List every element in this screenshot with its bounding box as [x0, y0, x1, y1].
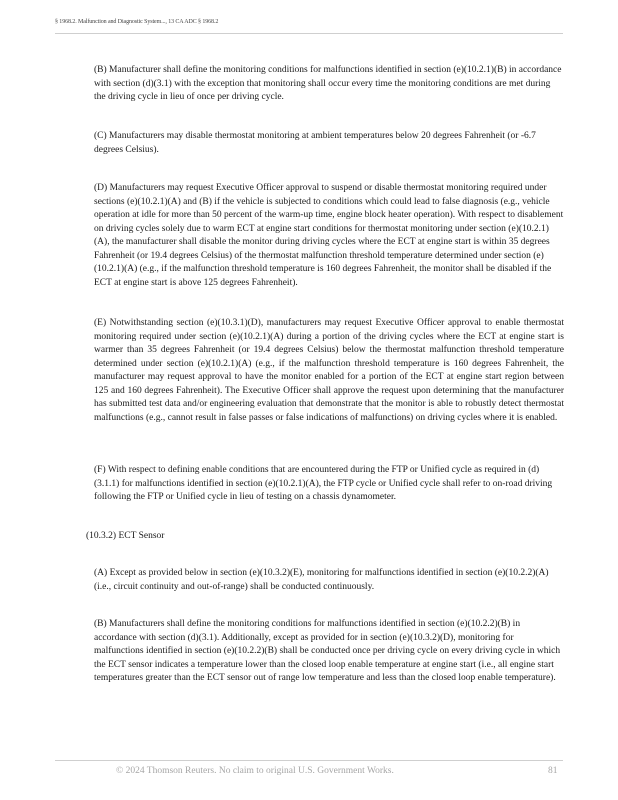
paragraph-b-ect: (B) Manufacturers shall define the monitoring conditions for malfunctions identified in section (e)(10.2.2)(B) in accordance with section (d)(3.1). Additionally, except as provided for in section (e)(10.3.2)(D), monitoring for malfunctions identified in section (e)(10.2.2)(B) shall be conducted once per driving cycle on every driving cycle in which the ECT sensor indicates a temperature lower than the closed loop enable temperature at engine start (i.e., all engine start temperatures greater than the ECT sensor out of range low temperature and less than the closed loop enable temperature).	[94, 619, 561, 683]
paragraph-f-thermostat: (F) With respect to defining enable conditions that are encountered during the FTP or Unified cycle as required in (d)(3.1.1) for malfunctions identified in section (e)(10.2.1)(A), the FTP cycle or Unified cycle shall refer to on-road driving following the FTP or Unified cycle in lieu of testing on a chassis dynamometer.	[94, 465, 553, 502]
running-header: § 1968.2. Malfunction and Diagnostic System..., 13 CA ADC § 1968.2	[55, 19, 219, 25]
paragraph-a-ect: (A) Except as provided below in section (e)(10.3.2)(E), monitoring for malfunctions identified in section (e)(10.2.2)(A) (i.e., circuit continuity and out-of-range) shall be conducted continuously.	[94, 568, 549, 592]
header-divider	[55, 33, 563, 34]
paragraph-b-thermostat: (B) Manufacturer shall define the monitoring conditions for malfunctions identified in section (e)(10.2.1)(B) in accordance with section (d)(3.1) with the exception that monitoring shall occur every time the monitoring conditions are met during the driving cycle in lieu of once per driving cycle.	[94, 65, 562, 102]
paragraph-c-thermostat: (C) Manufacturers may disable thermostat monitoring at ambient temperatures below 20 degrees Fahrenheit (or -6.7 degrees Celsius).	[94, 131, 536, 155]
section-heading-ect-sensor: (10.3.2) ECT Sensor	[86, 531, 165, 541]
paragraph-d-thermostat: (D) Manufacturers may request Executive Officer approval to suspend or disable thermostat monitoring required under sections (e)(10.2.1)(A) and (B) if the vehicle is subjected to conditions which could lead to false diagnosis (e.g., vehicle operation at idle for more than 50 percent of the warm-up time, engine block heater operation). With respect to disablement on driving cycles solely due to warm ECT at engine start conditions for thermostat monitoring under section (e)(10.2.1)(A), the manufacturer shall disable the monitor during driving cycles where the ECT at engine start is within 35 degrees Fahrenheit (or 19.4 degrees Celsius) of the thermostat malfunction threshold temperature determined under section (e)(10.2.1)(A) (e.g., if the malfunction threshold temperature is 160 degrees Fahrenheit, the monitor shall be disabled if the ECT at engine start is above 125 degrees Fahrenheit).	[94, 183, 564, 288]
page-number: 81	[548, 766, 558, 776]
copyright-notice: © 2024 Thomson Reuters. No claim to original U.S. Government Works.	[116, 766, 394, 776]
footer-divider	[55, 760, 563, 761]
paragraph-e-thermostat: (E) Notwithstanding section (e)(10.3.1)(D), manufacturers may request Executive Officer approval to enable thermostat monitoring required under section (e)(10.2.1)(A) during a portion of the driving cycles where the ECT at engine start is warmer than 35 degrees Fahrenheit (or 19.4 degrees Celsius) below the thermostat malfunction threshold temperature determined under section (e)(10.2.1)(A) (e.g., if the malfunction threshold temperature is 160 degrees Fahrenheit, the manufacturer may request approval to have the monitor enabled for a portion of the ECT at engine start region between 125 and 160 degrees Fahrenheit). The Executive Officer shall approve the request upon determining that the manufacturer has submitted test data and/or engineering evaluation that demonstrate that the monitor is able to robustly detect thermostat malfunctions (e.g., cannot result in false passes or false indications of malfunctions) on driving cycles where it is enabled.	[94, 318, 564, 423]
